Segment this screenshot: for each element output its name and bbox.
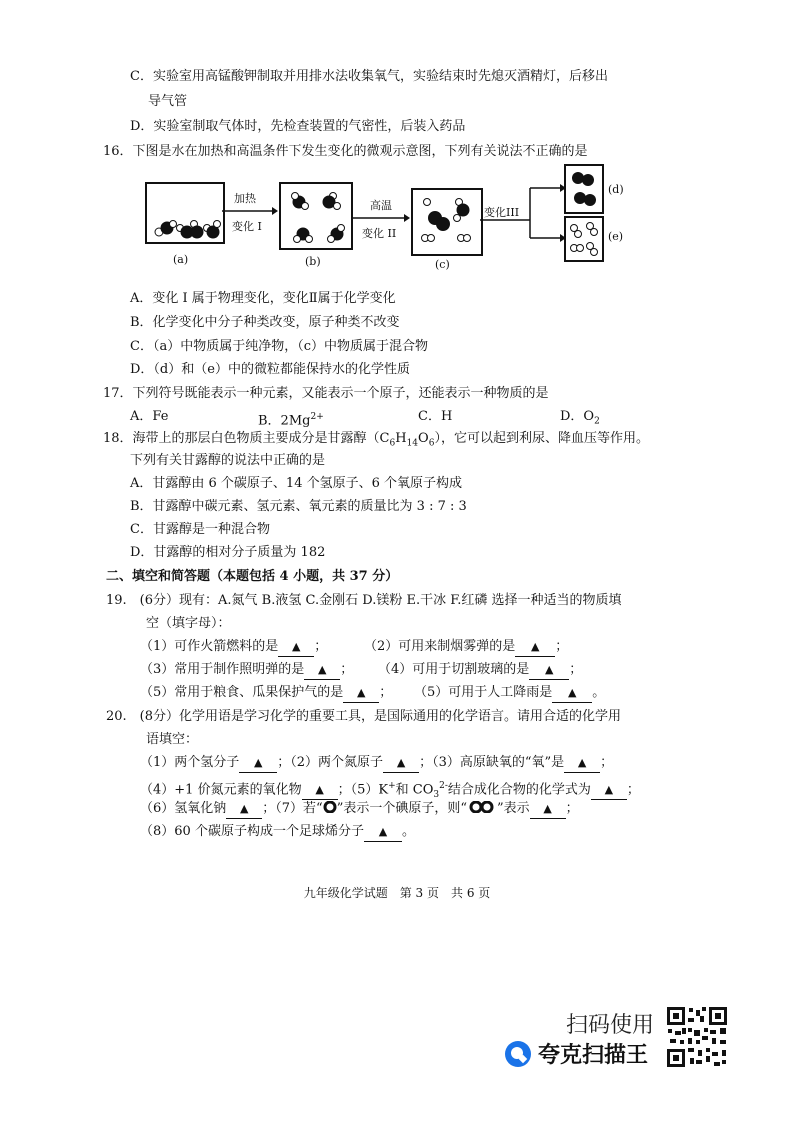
q17-option-b: B．$2Mg^{2+}$: [258, 412, 324, 429]
q15-option-c-line2: 导气管: [148, 94, 188, 109]
diagram-label-c: (c): [435, 258, 450, 271]
arrow2-top-label: 高温: [370, 199, 392, 212]
q16-option-a: A．变化 I 属于物理变化，变化Ⅱ属于化学变化: [130, 291, 396, 306]
q16-option-c: C．（a）中物质属于纯净物，（c）中物质属于混合物: [130, 339, 428, 354]
q19-item-5: （5）常用于粮食、瓜果保护气的是 ▲ ；: [140, 684, 392, 703]
answer-blank[interactable]: ▲: [529, 661, 569, 680]
diagram-box-a: [145, 182, 225, 244]
q16-option-b: B．化学变化中分子种类改变，原子种类不改变: [130, 315, 400, 330]
scan-to-use-label: 扫码使用: [566, 1013, 655, 1038]
q19-item-1: （1）可作火箭燃料的是 ▲ ；: [140, 638, 327, 657]
q15-option-c-line1: C．实验室用高锰酸钾制取并用排水法收集氧气，实验结束时先熄灭酒精灯，后移出: [130, 69, 608, 84]
diagram-box-e: [564, 216, 604, 262]
q17-option-a: A．Fe: [130, 409, 169, 424]
answer-blank[interactable]: ▲: [515, 638, 555, 657]
q18-stem-line2: 下列有关甘露醇的说法中正确的是: [130, 453, 326, 468]
q18-option-a: A．甘露醇由 6 个碳原子、14 个氢原子、6 个氧原子构成: [130, 476, 463, 491]
arrow1-top-label: 加热: [234, 192, 256, 205]
q18-stem-line1: 18．海带上的那层白色物质主要成分是甘露醇$(C_6H_{14}O_6)$，它可以起到利尿、降血压等作用。: [103, 431, 649, 449]
q16-option-d: D．（d）和（e）中的微粒都能保持水的化学性质: [130, 362, 410, 377]
q20-row-1: （1）两个氢分子 ▲ ；（2）两个氮原子 ▲ ；（3）高原缺氧的“氧”是 ▲ ；: [140, 754, 613, 773]
q16-stem: 16．下图是水在加热和高温条件下发生变化的微观示意图，下列有关说法不正确的是: [103, 144, 588, 159]
water-molecules-liquid: [147, 184, 223, 242]
atoms-mixture: [413, 190, 481, 254]
q19-item-2: （2）可用来制烟雾弹的是 ▲ ；: [364, 638, 568, 657]
arrow-right-icon: [222, 205, 278, 217]
diagram-box-b: [279, 182, 353, 250]
answer-blank[interactable]: ▲: [302, 781, 338, 800]
q19-stem-line1: 19. (6分）现有：A.氮气 B.液氢 C.金刚石 D.镁粉 E.干冰 F.红磷 选择一种适当的物质填: [106, 593, 622, 608]
q19-item-3: （3）常用于制作照明弹的是 ▲ ；: [140, 661, 353, 680]
arrow1-bottom-label: 变化 I: [232, 220, 262, 233]
q19-item-6: （5）可用于人工降雨是 ▲ 。: [414, 684, 605, 703]
q20-stem-line2: 语填空：: [146, 732, 199, 747]
diagram-label-e: (e): [608, 230, 624, 243]
q17-stem: 17．下列符号既能表示一种元素，又能表示一个原子，还能表示一种物质的是: [103, 386, 549, 401]
qr-code-icon[interactable]: [666, 1006, 728, 1068]
q19-stem-line2: 空（填字母）：: [146, 616, 231, 631]
iodine-molecule-icon: [467, 801, 497, 813]
diagram-box-d: [564, 164, 604, 214]
answer-blank[interactable]: ▲: [530, 800, 566, 819]
answer-blank[interactable]: ▲: [364, 823, 402, 842]
q20-row-2: （4）+1 价氮元素的氧化物 ▲ ；（5）K+和 $CO_3^{2-}$结合成化合物的化学式为 ▲ ；: [140, 781, 640, 800]
answer-blank[interactable]: ▲: [278, 638, 314, 657]
q20-stem-line1: 20. (8分）化学用语是学习化学的重要工具，是国际通用的化学语言。请用合适的化学用: [106, 709, 622, 724]
answer-blank[interactable]: ▲: [383, 754, 419, 773]
water-molecules-gas: [281, 184, 351, 248]
q18-option-c: C．甘露醇是一种混合物: [130, 522, 270, 537]
page-footer: 九年级化学试题 第 3 页 共 6 页: [303, 886, 491, 900]
diagram-label-a: (a): [173, 253, 189, 266]
q19-item-4: （4）可用于切割玻璃的是 ▲ ；: [378, 661, 582, 680]
hydrogen-molecules: [566, 218, 602, 260]
oxygen-molecules: [566, 166, 602, 212]
diagram-box-c: [411, 188, 483, 256]
q20-row-3: （6）氢氧化钠 ▲ ；（7）若“ ”表示一个碘原子，则“ ”表示 ▲ ；: [140, 800, 579, 819]
section-2-heading: 二、填空和简答题（本题包括 4 小题，共 37 分）: [106, 569, 399, 584]
answer-blank[interactable]: ▲: [239, 754, 277, 773]
q18-option-d: D．甘露醇的相对分子质量为 182: [130, 545, 326, 560]
arrow3-label: 变化III: [484, 206, 520, 219]
diagram-label-d: (d): [608, 183, 624, 196]
q17-option-c: C．H: [418, 409, 453, 424]
iodine-atom-icon: [323, 801, 337, 813]
quark-scanner-brand: 夸克扫描王: [538, 1043, 649, 1068]
quark-logo-icon: [504, 1040, 532, 1068]
answer-blank[interactable]: ▲: [226, 800, 262, 819]
answer-blank[interactable]: ▲: [304, 661, 340, 680]
answer-blank[interactable]: ▲: [591, 781, 627, 800]
arrow2-bottom-label: 变化 II: [362, 227, 397, 240]
q17-option-d: D．$O_2$: [560, 409, 600, 427]
q15-option-d: D．实验室制取气体时，先检查装置的气密性，后装入药品: [130, 119, 466, 134]
answer-blank[interactable]: ▲: [564, 754, 600, 773]
answer-blank[interactable]: ▲: [343, 684, 379, 703]
diagram-label-b: (b): [305, 255, 321, 268]
arrow-right-icon: [352, 212, 410, 224]
q18-option-b: B．甘露醇中碳元素、氢元素、氧元素的质量比为 3 : 7 : 3: [130, 499, 467, 514]
answer-blank[interactable]: ▲: [552, 684, 592, 703]
q20-row-4: （8）60 个碳原子构成一个足球烯分子 ▲ 。: [140, 823, 415, 842]
